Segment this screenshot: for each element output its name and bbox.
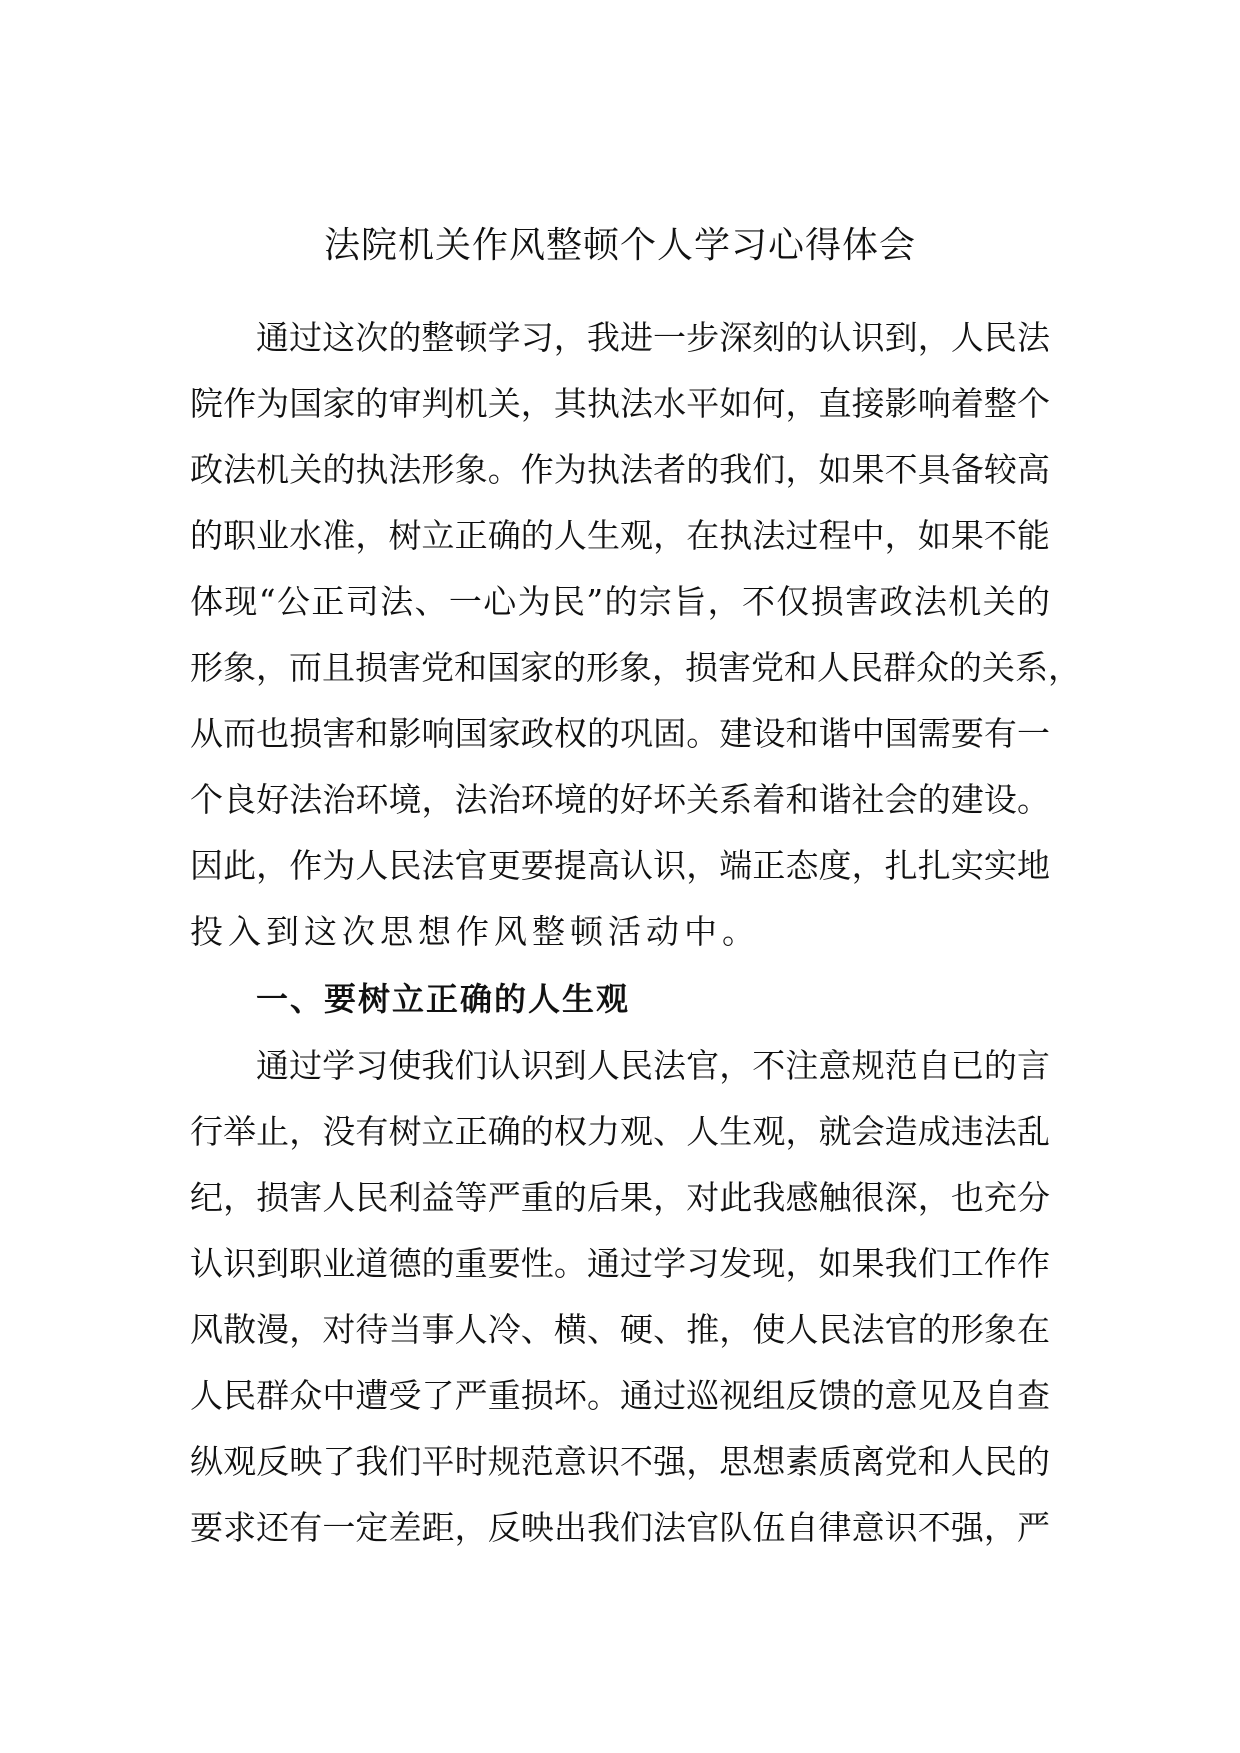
paragraph-1-line-1: 通过这次的整顿学习，我进一步深刻的认识到，人民法 [256, 318, 1050, 357]
paragraph-2-line-6: 人民群众中遭受了严重损坏。通过巡视组反馈的意见及自查 [190, 1376, 1050, 1415]
paragraph-1-line-9: 因此，作为人民法官更要提高认识，端正态度，扎扎实实地 [190, 846, 1050, 885]
paragraph-1-line-6: 形象，而且损害党和国家的形象，损害党和人民群众的关系， [190, 648, 1081, 687]
paragraph-1-line-5: 体现“公正司法、一心为民”的宗旨，不仅损害政法机关的 [190, 582, 1050, 621]
paragraph-2-line-7: 纵观反映了我们平时规范意识不强，思想素质离党和人民的 [190, 1442, 1050, 1481]
paragraph-2-line-8: 要求还有一定差距，反映出我们法官队伍自律意识不强，严 [190, 1508, 1050, 1547]
paragraph-1-line-8: 个良好法治环境，法治环境的好坏关系着和谐社会的建设。 [190, 780, 1050, 819]
paragraph-1-line-3: 政法机关的执法形象。作为执法者的我们，如果不具备较高 [190, 450, 1050, 489]
paragraph-2-line-4: 认识到职业道德的重要性。通过学习发现，如果我们工作作 [190, 1244, 1050, 1283]
paragraph-1-line-10: 投入到这次思想作风整顿活动中。 [190, 912, 760, 951]
paragraph-1-line-4: 的职业水准，树立正确的人生观，在执法过程中，如果不能 [190, 516, 1050, 555]
paragraph-1-line-2: 院作为国家的审判机关，其执法水平如何，直接影响着整个 [190, 384, 1050, 423]
paragraph-1-line-7: 从而也损害和影响国家政权的巩固。建设和谐中国需要有一 [190, 714, 1050, 753]
document-title: 法院机关作风整顿个人学习心得体会 [323, 225, 916, 266]
paragraph-2-line-1: 通过学习使我们认识到人民法官，不注意规范自已的言 [256, 1046, 1050, 1085]
section-heading-1: 一、要树立正确的人生观 [256, 980, 631, 1018]
paragraph-2-line-2: 行举止，没有树立正确的权力观、人生观，就会造成违法乱 [190, 1112, 1050, 1151]
paragraph-2-line-3: 纪，损害人民利益等严重的后果，对此我感触很深，也充分 [190, 1178, 1050, 1217]
paragraph-2-line-5: 风散漫，对待当事人冷、横、硬、推，使人民法官的形象在 [190, 1310, 1050, 1349]
